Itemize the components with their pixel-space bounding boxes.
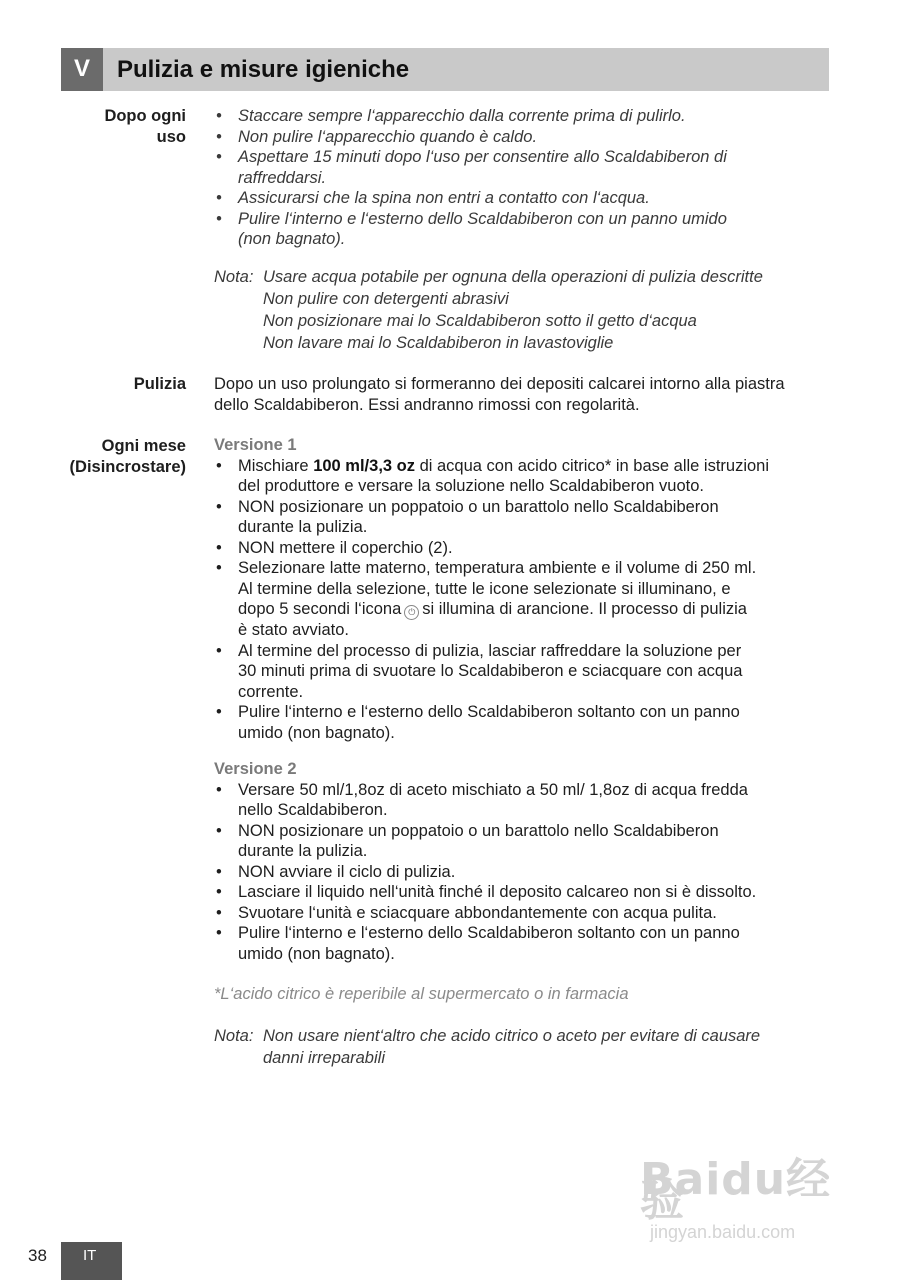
list-item: • NON avviare il ciclo di pulizia. [214,862,834,883]
versione-2-heading: Versione 2 [214,760,297,778]
list-item: • Assicurarsi che la spina non entri a contatto con l‘acqua. [214,188,834,209]
list-item: • Svuotare l‘unità e sciacquare abbondantemente con acqua pulita. [214,903,834,924]
footnote: *L‘acido citrico è reperibile al supermercato o in farmacia [214,985,629,1003]
list-item: • Al termine del processo di pulizia, lasciar raffreddare la soluzione per 30 minuti prima di svuotare lo Scaldabiberon e sciacquare con acqua corrente. [214,641,834,703]
list-item: • NON mettere il coperchio (2). [214,538,834,559]
label-pulizia: Pulizia [133,375,186,393]
chapter-number: V [61,48,103,91]
versione-2-list [214,780,834,965]
list-item: • Mischiare 100 ml/3,3 oz di acqua con acido citrico* in base alle istruzioni del produttore e versare la soluzione nello Scaldabiberon vuoto. [214,456,834,497]
nota-warning: Nota: Non usare nient‘altro che acido citrico o aceto per evitare di causare danni irreparabili [214,1026,761,1067]
nota-cleaning: Nota: Usare acqua potabile per ognuna della operazioni di pulizia descritte Non pulire con detergenti abrasivi Non posizionare mai lo Scaldabiberon sotto il getto d‘acqua Non lavare mai lo Scaldabiberon in lavastoviglie [214,267,763,352]
baidu-watermark: Baidu经验 jingyan.baidu.com [640,1154,832,1242]
section-header [61,48,829,91]
list-item: • Pulire l‘interno e l‘esterno dello Scaldabiberon soltanto con un panno umido (non bagnato). [214,923,834,964]
list-item: • Pulire l‘interno e l‘esterno dello Scaldabiberon soltanto con un panno umido (non bagnato). [214,702,834,743]
dopo-uso-list [214,106,834,250]
list-item: • Lasciare il liquido nell‘unità finché il deposito calcareo non si è dissolto. [214,882,834,903]
list-item: • Aspettare 15 minuti dopo l‘uso per consentire allo Scaldabiberon di raffreddarsi. [214,147,834,188]
language-tab: IT [61,1242,122,1280]
list-item: • Versare 50 ml/1,8oz di aceto mischiato a 50 ml/ 1,8oz di acqua fredda nello Scaldabiberon. [214,780,834,821]
ogni-mese-content [214,435,834,1069]
dopo-uso-content [214,106,834,354]
label-ogni-mese: Ogni mese (Disincrostare) [69,437,186,476]
list-item: • Non pulire l‘apparecchio quando è caldo. [214,127,834,148]
versione-1-list [214,456,834,744]
page-number: 38 [28,1246,47,1265]
list-item: • Pulire l‘interno e l‘esterno dello Scaldabiberon con un panno umido (non bagnato). [214,209,834,250]
list-item: • NON posizionare un poppatoio o un barattolo nello Scaldabiberon durante la pulizia. [214,821,834,862]
list-item: • Staccare sempre l‘apparecchio dalla corrente prima di pulirlo. [214,106,834,127]
power-icon: ⏻ [404,605,419,620]
list-item: • NON posizionare un poppatoio o un barattolo nello Scaldabiberon durante la pulizia. [214,497,834,538]
list-item: • Selezionare latte materno, temperatura ambiente e il volume di 250 ml. Al termine della selezione, tutte le icone selezionate si illuminano, e dopo 5 secondi l‘icona ⏻ si illumina di arancione. Il processo di pulizia è stato avviato. [214,558,834,641]
label-dopo-ogni-uso: Dopo ogni uso [104,107,186,146]
page-title: Pulizia e misure igieniche [117,56,410,83]
versione-1-heading: Versione 1 [214,436,297,454]
pulizia-content: Dopo un uso prolungato si formeranno dei depositi calcarei intorno alla piastra dello Scaldabiberon. Essi andranno rimossi con regolarità. [214,375,785,414]
